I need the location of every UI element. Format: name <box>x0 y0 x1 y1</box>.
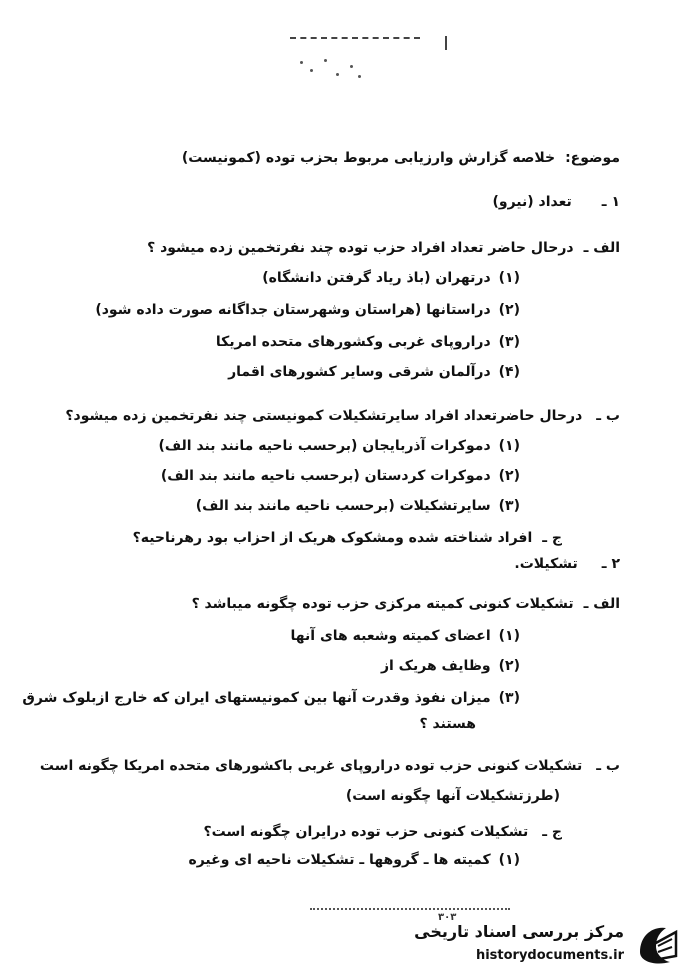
section-1-jim <box>133 530 562 546</box>
section-2-be-label: ب ـ <box>596 758 620 774</box>
list-item: (۳)دراروپای غربی وکشورهای متحده امریکا <box>215 334 520 350</box>
section-2-jim-text: تشکیلات کنونی حزب توده درایران چگونه است؟ <box>203 824 529 840</box>
section-2-be-continuation: (طرزتشکیلات آنها چگونه است) <box>345 788 560 804</box>
subject-line <box>182 150 620 166</box>
list-item: (۲)دراستانها (هراستان وشهرستان جداگانه صورت داده شود) <box>95 302 520 318</box>
list-item: (۳)میزان نفوذ وقدرت آنها بین کمونیستهای ایران که خارج ازبلوک شرق <box>22 690 520 706</box>
section-1-alef <box>147 240 620 256</box>
section-1-title: تعداد (نیرو) <box>492 194 572 210</box>
section-1-be-label: ب ـ <box>596 408 620 424</box>
section-1-jim-text: افراد شناخته شده ومشکوک هریک از احزاب بود رهرناحیه؟ <box>132 530 533 546</box>
watermark <box>408 918 688 970</box>
section-1-alef-text: درحال حاضر تعداد افراد حزب توده چند نفرتخمین زده میشود ؟ <box>147 240 574 256</box>
section-2-jim-label: ج ـ <box>542 824 562 840</box>
section-1-number: ۱ ـ <box>601 194 620 210</box>
list-item: (۱)دموکرات آذربایجان (برحسب ناحیه مانند بند الف) <box>158 438 520 454</box>
footer-dotted-line <box>310 908 510 910</box>
section-2-heading <box>514 556 620 572</box>
watermark-title: مرکز بررسی اسناد تاریخی <box>414 922 624 941</box>
section-2-number: ۲ ـ <box>601 556 620 572</box>
section-1-jim-label: ج ـ <box>542 530 562 546</box>
section-1-be-text: درحال حاضرتعداد افراد سایرتشکیلات کمونیستی چند نفرتخمین زده میشود؟ <box>65 408 583 424</box>
list-item: (۲)دموکرات کردستان (برحسب ناحیه مانند بند الف) <box>160 468 520 484</box>
subject-text: خلاصه گزارش وارزیابی مربوط بحزب توده (کمونیست) <box>181 150 556 166</box>
header-dashed-line <box>290 37 420 39</box>
watermark-url: historydocuments.ir <box>475 948 624 963</box>
section-2-title: تشکیلات. <box>514 556 578 572</box>
section-1-heading <box>492 194 620 210</box>
footer-page-mark: ۳۰۳ <box>438 912 457 923</box>
archive-logo-icon <box>634 922 682 966</box>
section-2-alef-text: تشکیلات کنونی کمیته مرکزی حزب توده چگونه میباشد ؟ <box>191 596 574 612</box>
header-ink-marks <box>296 55 366 81</box>
list-item: (۱)درتهران (باذ ریاد گرفتن دانشگاه) <box>262 270 520 286</box>
section-2-alef <box>192 596 620 612</box>
section-2-jim <box>204 824 562 840</box>
section-2-be <box>40 758 620 774</box>
list-item: (۳)سایرتشکیلات (برحسب ناحیه مانند بند الف) <box>195 498 520 514</box>
header-tick-mark <box>445 36 447 50</box>
section-1-alef-label: الف ـ <box>583 240 620 256</box>
list-item: (۱)کمیته ها ـ گروهها ـ تشکیلات ناحیه ای وغیره <box>188 852 520 868</box>
list-item: (۴)درآلمان شرقی وسایر کشورهای اقمار <box>228 364 520 380</box>
section-2-alef-label: الف ـ <box>583 596 620 612</box>
subject-label: موضوع: <box>565 150 620 166</box>
section-2-be-text: تشکیلات کنونی حزب توده دراروپای غربی باکشورهای متحده امریکا چگونه است <box>39 758 583 774</box>
list-item-continuation: هستند ؟ <box>419 716 476 732</box>
list-item: (۲)وظایف هریک از <box>380 658 520 674</box>
list-item: (۱)اعضای کمیته وشعبه های آنها <box>290 628 520 644</box>
section-1-be <box>65 408 620 424</box>
